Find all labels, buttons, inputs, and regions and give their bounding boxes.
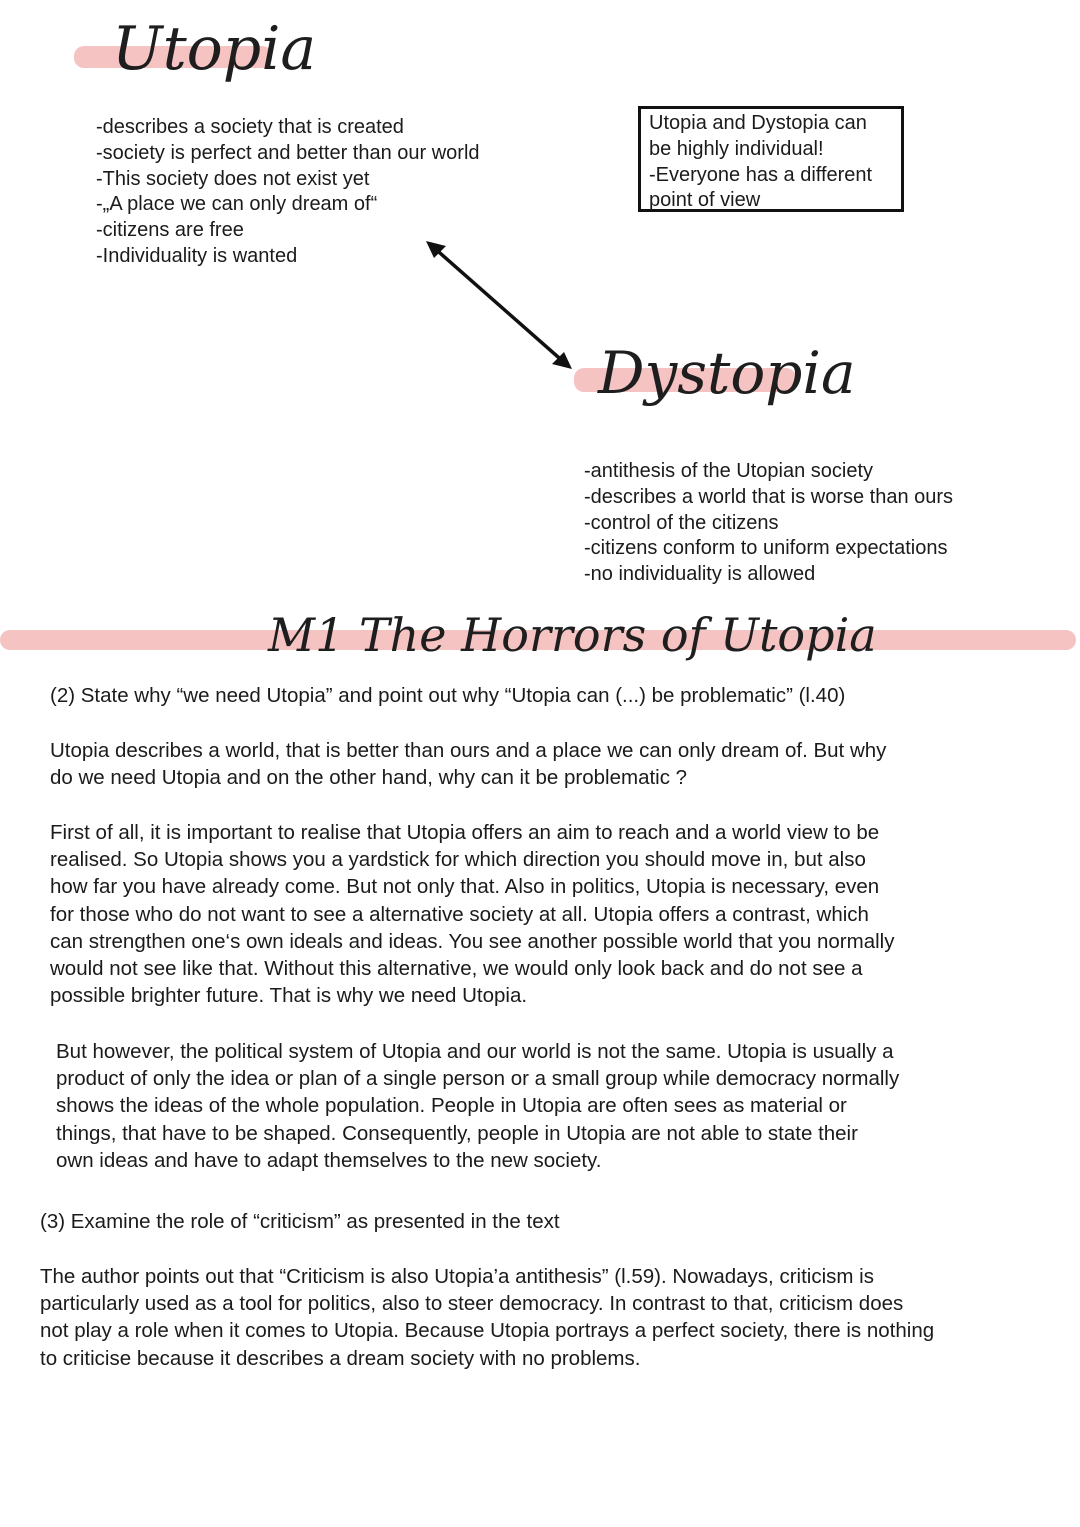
- note-box: [638, 106, 904, 212]
- note-line: point of view: [649, 189, 761, 212]
- note-line: Utopia and Dystopia can: [649, 112, 867, 134]
- task2-intro: Utopia describes a world, that is better than ours and a place we can only dream of. But why do we need Utopia and on the other hand, why can it be problematic ?: [50, 739, 887, 790]
- list-item: -describes a society that is created: [96, 116, 404, 138]
- list-item: -control of the citizens: [584, 511, 779, 534]
- utopia-heading: Utopia: [112, 14, 317, 84]
- dystopia-list: [584, 459, 953, 588]
- list-item: -society is perfect and better than our world: [96, 141, 480, 164]
- list-item: -no individuality is allowed: [584, 563, 816, 586]
- section-title: M1 The Horrors of Utopia: [268, 608, 877, 662]
- list-item: -describes a world that is worse than ours: [584, 485, 954, 508]
- list-item: -citizens are free: [96, 219, 244, 242]
- note-line: -Everyone has a different: [649, 163, 873, 186]
- task2-paragraph1: First of all, it is important to realise that Utopia offers an aim to reach and a world view to be realised. So Utopia shows you a yardstick for which direction you should move in, but also how far you have already come. But not only that. Also in politics, Utopia is necessary, even for those who do not want to see a alternative society at all. Utopia offers a contrast, which can strengthen one‘s own ideals and ideas. You see another possible world that you normally would not see like that. Without this alternative, we would only look back and do not see a possible brighter future. That is why we need Utopia.: [50, 821, 895, 1008]
- list-item: -citizens conform to uniform expectations: [584, 537, 948, 560]
- list-item: -Individuality is wanted: [96, 244, 298, 267]
- task2-question: (2) State why “we need Utopia” and point out why “Utopia can (...) be problematic” (l.40): [50, 684, 846, 707]
- task2-paragraph2: But however, the political system of Utopia and our world is not the same. Utopia is usually a product of only the idea or plan of a single person or a small group while democracy normally shows the ideas of the whole population. People in Utopia are often sees as material or things, that have to be shaped. Consequently, people in Utopia are not able to state their own ideas and have to adapt themselves to the new society.: [56, 1040, 900, 1172]
- note-line: be highly individual!: [649, 137, 824, 160]
- list-item: -„A place we can only dream of“: [96, 193, 378, 216]
- task3-question: (3) Examine the role of “criticism” as presented in the text: [40, 1210, 560, 1233]
- list-item: -antithesis of the Utopian society: [584, 460, 874, 482]
- list-item: -This society does not exist yet: [96, 167, 370, 190]
- dystopia-heading: Dystopia: [598, 339, 856, 407]
- task3-paragraph: The author points out that “Criticism is also Utopia’a antithesis” (l.59). Nowadays, criticism is particularly used as a tool for politics, also to steer democracy. In contrast to that, criticism does not play a role when it comes to Utopia. Because Utopia portrays a perfect society, there is nothing to criticise because it describes a dream society with no problems.: [40, 1265, 935, 1370]
- double-arrow-icon: [420, 236, 580, 376]
